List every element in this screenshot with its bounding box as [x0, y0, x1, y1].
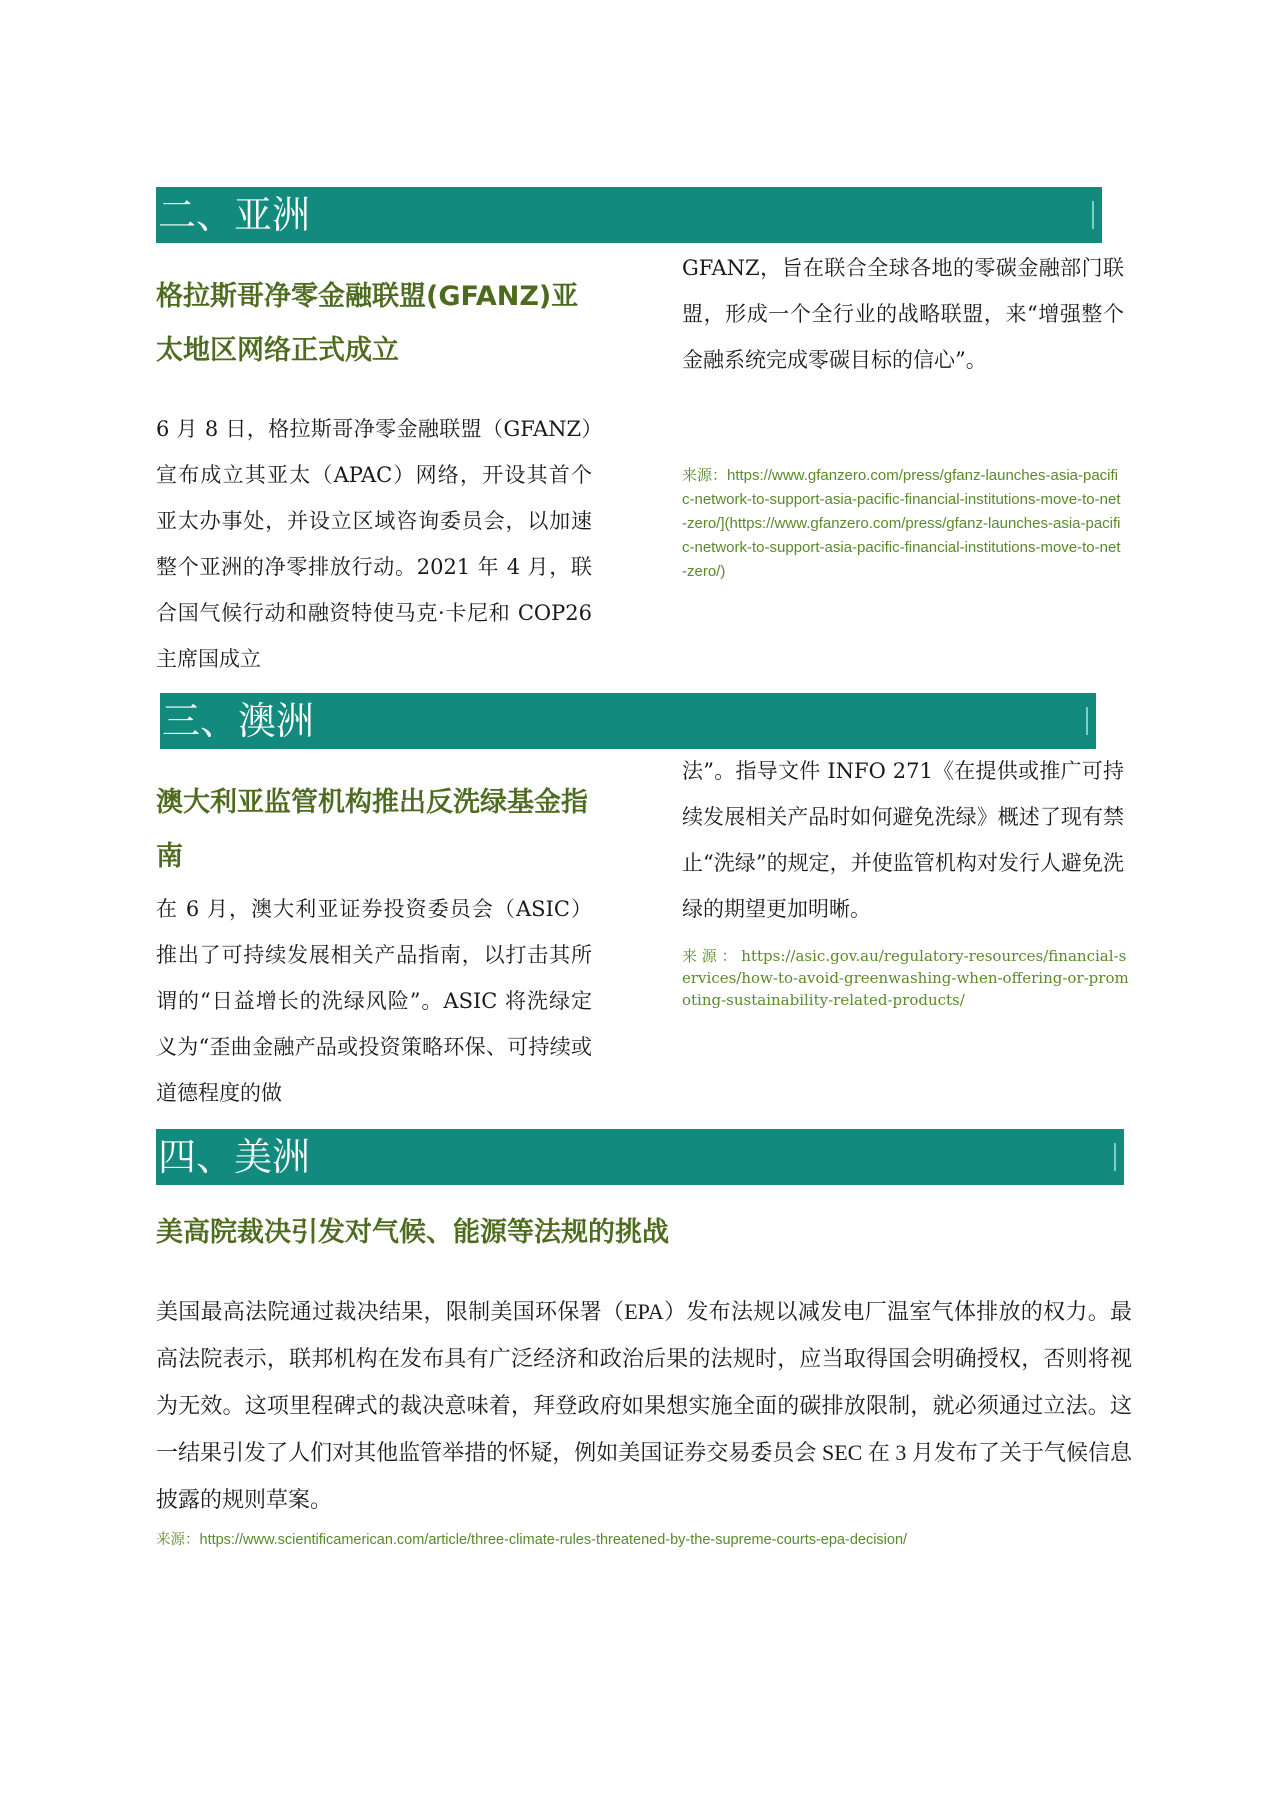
- section-banner-asia: [156, 187, 1102, 243]
- section-heading-asia: 二、亚洲: [158, 193, 311, 237]
- article-body-asic-right: 法”。指导文件 INFO 271《在提供或推广可持续发展相关产品时如何避免洗绿》概述了现有禁止“洗绿”的规定，并使监管机构对发行人避免洗绿的期望更加明晰。: [682, 759, 1124, 921]
- article-body-gfanz-right: GFANZ，旨在联合全球各地的零碳金融部门联盟，形成一个全行业的战略联盟，来“增强整个金融系统完成零碳目标的信心”。: [682, 256, 1124, 372]
- section-banner-oceania: [160, 693, 1096, 749]
- article-title-asic: 澳大利亚监管机构推出反洗绿基金指南: [156, 787, 588, 872]
- article-body-gfanz-left: 6 月 8 日，格拉斯哥净零金融联盟（GFANZ）宣布成立其亚太（APAC）网络，开设其首个亚太办事处，并设立区域咨询委员会，以加速整个亚洲的净零排放行动。2021 年 4 月，联合国气候行动和融资特使马克·卡尼和 COP26 主席国成立: [156, 417, 592, 671]
- banner-divider-mark: [1092, 201, 1094, 229]
- article-title-scotus: 美高院裁决引发对气候、能源等法规的挑战: [156, 1217, 669, 1248]
- source-link-asic[interactable]: 来 源 ： https://asic.gov.au/regulatory-resources/financial-services/how-to-avoid-greenwashing-when-offering-or-promoting-sustainability-related-products/: [682, 947, 1129, 1009]
- section-heading-oceania: 三、澳洲: [162, 699, 315, 743]
- banner-divider-mark: [1086, 707, 1088, 735]
- banner-divider-mark: [1114, 1143, 1116, 1171]
- article-title-gfanz: 格拉斯哥净零金融联盟(GFANZ)亚太地区网络正式成立: [156, 281, 579, 366]
- section-heading-americas: 四、美洲: [158, 1135, 311, 1179]
- article-body-asic-left: 在 6 月，澳大利亚证券投资委员会（ASIC）推出了可持续发展相关产品指南，以打击其所谓的“日益增长的洗绿风险”。ASIC 将洗绿定义为“歪曲金融产品或投资策略环保、可持续或道德程度的做: [156, 897, 592, 1105]
- source-link-scotus[interactable]: 来源：https://www.scientificamerican.com/article/three-climate-rules-threatened-by-the-supreme-courts-epa-decision/: [156, 1532, 908, 1548]
- section-banner-americas: [156, 1129, 1124, 1185]
- article-body-scotus: 美国最高法院通过裁决结果，限制美国环保署（EPA）发布法规以减发电厂温室气体排放的权力。最高法院表示，联邦机构在发布具有广泛经济和政治后果的法规时，应当取得国会明确授权，否则将视为无效。这项里程碑式的裁决意味着，拜登政府如果想实施全面的碳排放限制，就必须通过立法。这一结果引发了人们对其他监管举措的怀疑，例如美国证券交易委员会 SEC 在 3 月发布了关于气候信息披露的规则草案。: [156, 1299, 1132, 1512]
- source-link-gfanz[interactable]: 来源：https://www.gfanzero.com/press/gfanz-launches-asia-pacific-network-to-support-asia-pacific-financial-institutions-move-to-net-zero/](https://www.gfanzero.com/press/gfanz-launches-asia-pacific-network-to-support-asia-pacific-financial-institutions-move-to-net-zero/): [682, 467, 1121, 580]
